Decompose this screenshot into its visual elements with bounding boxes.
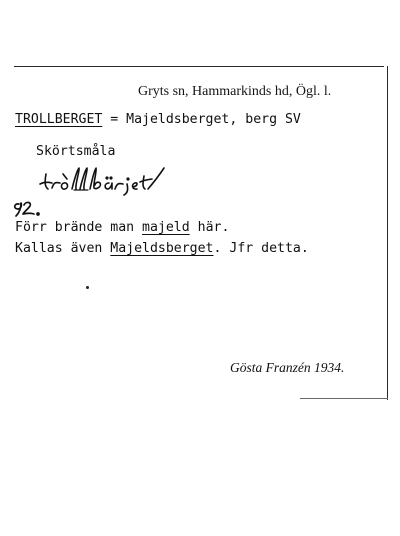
headword-equivalent: = Majeldsberget, berg SV xyxy=(102,112,301,127)
handwritten-number xyxy=(10,196,50,220)
ink-dot xyxy=(86,286,89,289)
text-line-1-prefix: Förr brände man xyxy=(15,220,143,235)
location-header: Gryts sn, Hammarkinds hd, Ögl. l. xyxy=(138,84,332,99)
text-line-2 xyxy=(15,241,309,256)
handwritten-pronunciation xyxy=(34,162,194,196)
card-right-edge xyxy=(387,66,388,400)
card-bottom-edge xyxy=(300,398,388,399)
headword: TROLLBERGET xyxy=(15,112,103,127)
underlined-term-majeldsberget: Majeldsberget xyxy=(110,241,214,256)
text-line-1-suffix: här. xyxy=(189,220,230,235)
headword-line xyxy=(15,112,301,127)
card-top-edge xyxy=(14,66,384,67)
text-line-1 xyxy=(15,220,229,235)
subplace-name: Skörtsmåla xyxy=(36,144,116,159)
underlined-term-majeld: majeld xyxy=(142,220,190,235)
text-line-2-prefix: Kallas även xyxy=(15,241,111,256)
text-line-2-suffix: . Jfr detta. xyxy=(213,241,309,256)
collector-signature: Gösta Franzén 1934. xyxy=(230,360,345,375)
